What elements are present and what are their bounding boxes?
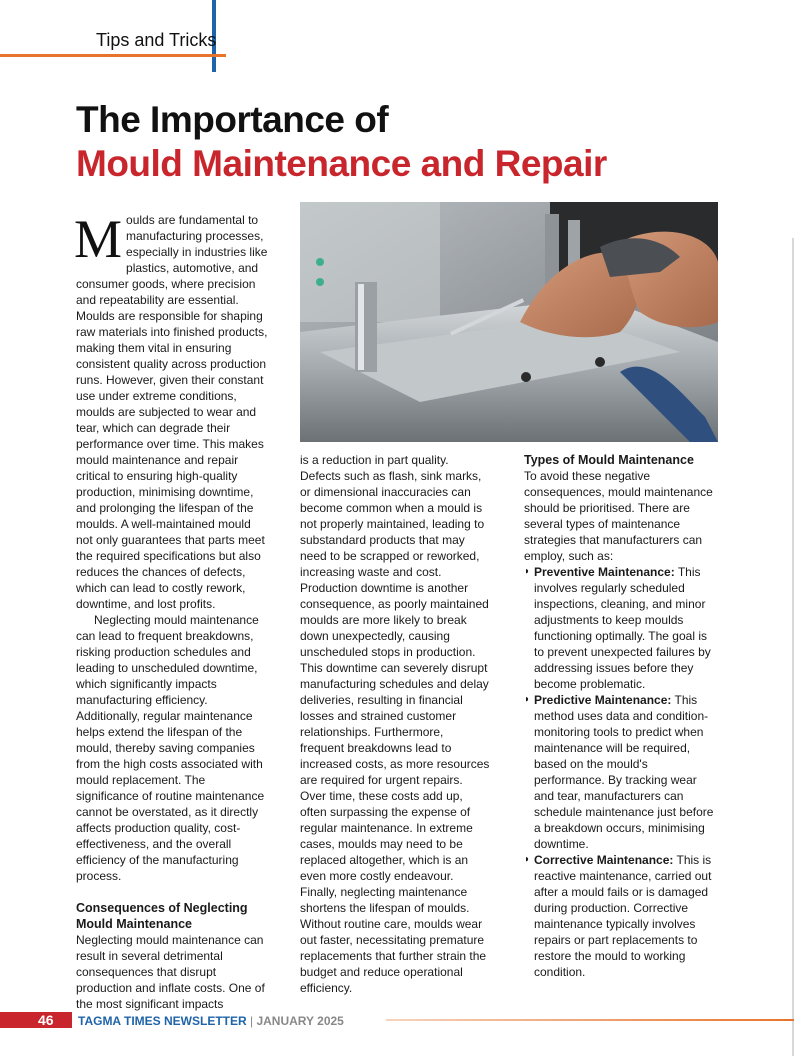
footer-separator: |: [250, 1014, 254, 1028]
bullet-term: Corrective Maintenance:: [534, 853, 674, 867]
column-2: [300, 452, 490, 996]
subheading: Types of Mould Maintenance: [524, 453, 694, 467]
bullet-item: [524, 692, 714, 852]
footer-rule: [386, 1019, 794, 1021]
bullet-icon: ◗: [524, 854, 531, 865]
paragraph: Neglecting mould maintenance can lead to frequent breakdowns, risking production schedules and leading to unscheduled downtime, which significantly impacts manufacturing efficiency. Additionally, regular maintenance helps extend the lifespan of the mould, thereby saving companies from the high costs associated with mould replacement. The significance of routine maintenance cannot be overstated, as it directly affects production quality, cost-effectiveness, and the overall efficiency of the manufacturing process.: [76, 613, 265, 883]
bullet-text: This is reactive maintenance, carried out after a mould fails or is damaged during production. Corrective maintenance typically involves repairs or part replacements to restore the mould to working condition.: [534, 853, 712, 979]
footer-publication: [78, 1014, 344, 1028]
drop-cap: M: [74, 209, 123, 269]
bullet-text: This involves regularly scheduled inspections, cleaning, and minor adjustments to keep moulds functioning optimally. The goal is to prevent unexpected failures by addressing issues before they become problematic.: [534, 565, 711, 691]
column-1: [74, 209, 270, 1012]
header-rule: [0, 54, 226, 57]
publication-name: TAGMA TIMES NEWSLETTER: [78, 1014, 247, 1028]
bullet-term: Predictive Maintenance:: [534, 693, 672, 707]
mould-repair-photo: [300, 202, 718, 442]
column-3: [524, 452, 714, 980]
intro-paragraph: [74, 209, 270, 612]
paragraph: is a reduction in part quality. Defects such as flash, sink marks, or dimensional inaccuracies can become common when a mould is not properly maintained, leading to substandard products that may need to be scrapped or reworked, increasing waste and cost. Production downtime is another consequence, as poorly maintained moulds are more likely to break down unexpectedly, causing unscheduled stops in production. This downtime can severely disrupt manufacturing schedules and delay deliveries, resulting in financial losses and strained customer relationships. Furthermore, frequent breakdowns lead to increased costs, as more resources are required for urgent repairs. Over time, these costs add up, often surpassing the expense of regular maintenance. In extreme cases, moulds may need to be replaced altogether, which is an even more costly endeavour. Finally, neglecting maintenance shortens the lifespan of moulds. Without routine care, moulds wear out faster, necessitating premature replacements that further strain the budget and reduce operational efficiency.: [300, 453, 490, 995]
paragraph: Neglecting mould maintenance can result in several detrimental consequences that disrupt production and inflate costs. One of the most significant impacts: [76, 933, 265, 1011]
photo-illustration: [300, 202, 718, 442]
bullet-term: Preventive Maintenance:: [534, 565, 675, 579]
issue-date: JANUARY 2025: [256, 1014, 344, 1028]
bullet-text: This method uses data and condition-monitoring tools to predict when maintenance will be required, based on the mould's performance. By tracking wear and tear, manufacturers can schedule maintenance just before a breakdown occurs, minimising downtime.: [534, 693, 714, 851]
article-title: [76, 98, 607, 186]
bullet-item: [524, 564, 714, 692]
bullet-icon: ◗: [524, 566, 531, 577]
title-line-1: The Importance of: [76, 99, 389, 140]
bullet-icon: ◗: [524, 694, 531, 705]
paragraph: To avoid these negative consequences, mould maintenance should be prioritised. There are several types of maintenance strategies that manufacturers can employ, such as:: [524, 469, 713, 563]
bullet-item: [524, 852, 714, 980]
title-line-2: Mould Maintenance and Repair: [76, 143, 607, 184]
footer-page-bar: [0, 1012, 72, 1028]
page-number: 46: [38, 1012, 54, 1028]
section-label: Tips and Tricks: [96, 30, 217, 50]
intro-text: oulds are fundamental to manufacturing processes, especially in industries like plastics, automotive, and consumer goods, where precision and repeatability are essential. Moulds are responsible for shaping raw materials into finished products, making them vital in ensuring consistent quality across production runs. However, given their constant use under extreme conditions, moulds are subjected to wear and tear, which can degrade their performance over time. This makes mould maintenance and repair critical to ensuring high-quality production, minimising downtime, and prolonging the lifespan of the moulds. A well-maintained mould not only guarantees that parts meet the required specifications but also reduces the chances of defects, which can lead to costly rework, downtime, and lost profits.: [76, 213, 268, 611]
subheading: Consequences of Neglecting Mould Maintenance: [76, 901, 248, 931]
